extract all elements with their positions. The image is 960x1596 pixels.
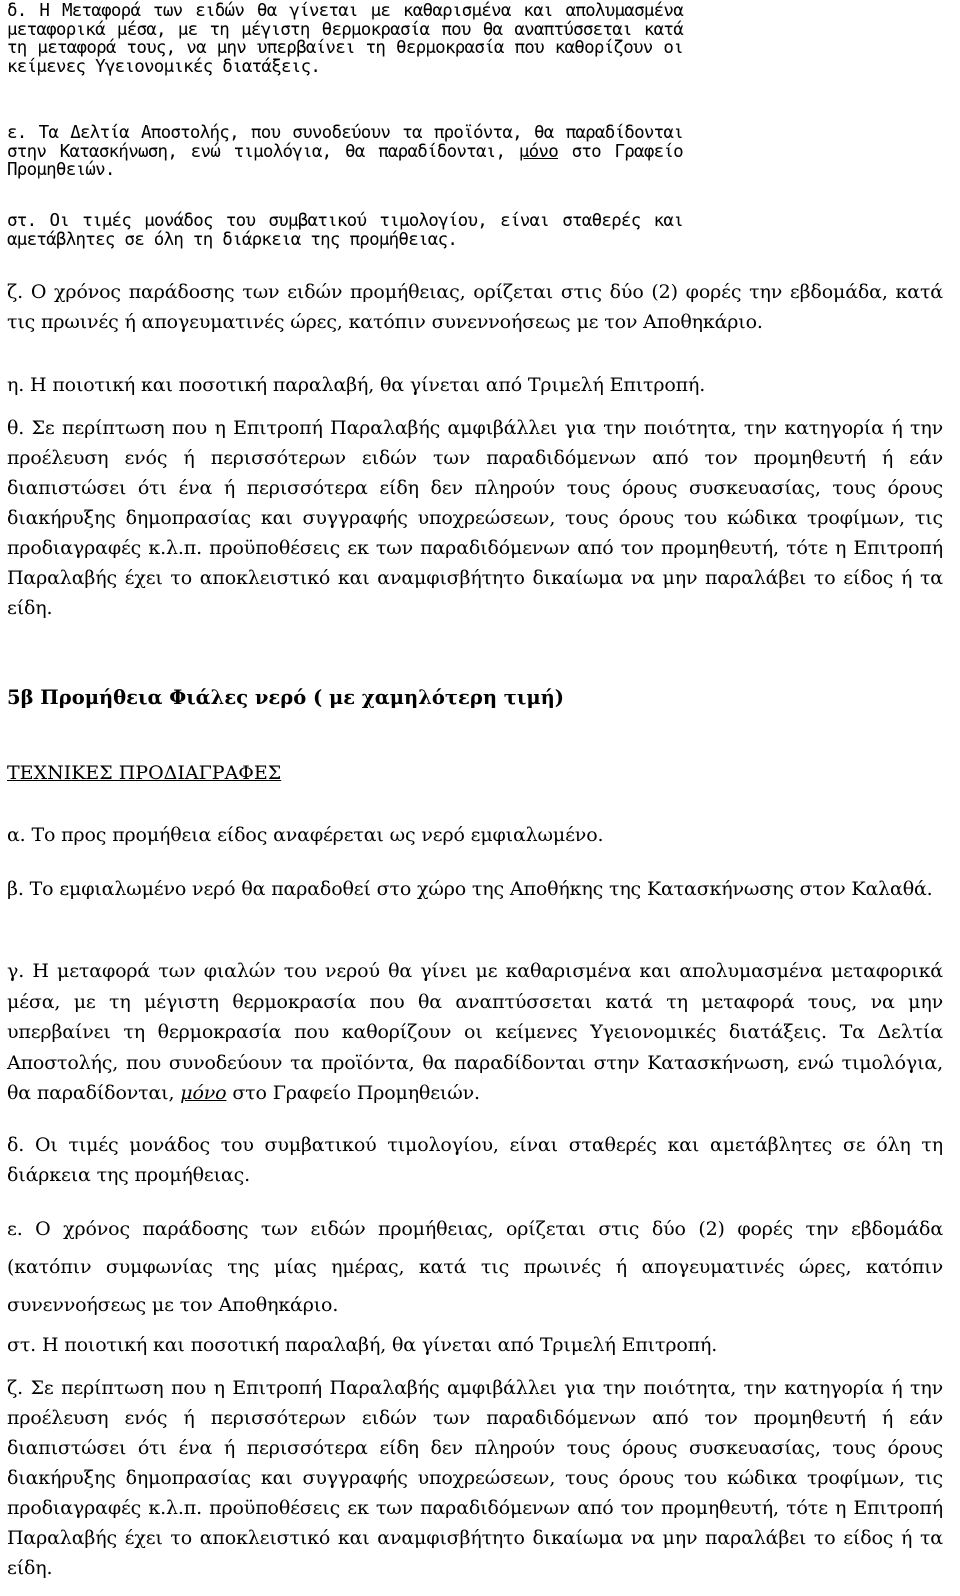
paragraph-alpha-item xyxy=(7,820,943,850)
paragraph-text: α. Το προς προμήθεια είδος αναφέρεται ως νερό εμφιαλωμένο. xyxy=(7,824,604,846)
paragraph-epsilon-delivery-time xyxy=(7,1210,943,1324)
emphasis-only: μόνο xyxy=(180,1082,227,1104)
section-heading: 5β Προμήθεια Φιάλες νερό ( με χαμηλότερη τιμή) xyxy=(7,686,565,709)
paragraph-zeta-delivery-time xyxy=(7,277,943,337)
paragraph-text: δ. Οι τιμές μονάδος του συμβατικού τιμολογίου, είναι σταθερές και αμετάβλητες σε όλη τη διάρκεια της προμήθειας. xyxy=(7,1134,943,1186)
paragraph-theta-rejection xyxy=(7,413,943,623)
paragraph-text: γ. Η μεταφορά των φιαλών του νερού θα γίνει με καθαρισμένα και απολυμασμένα μεταφορικά μέσα, με τη μέγιστη θερμοκρασία που θα αναπτύσσεται κατά τη μεταφορά τους, να μην υπερβαίνει τη θερμοκρασία που καθορίζουν οι κείμενες Υγειονομικές διατάξεις. Τα Δελτία Αποστολής, που συνοδεύουν τα προϊόντα, θα παραδίδονται στην Κατασκήνωση, ενώ τιμολόγια, θα παραδίδονται, xyxy=(7,960,943,1104)
section-subheading: ΤΕΧΝΙΚΕΣ ΠΡΟΔΙΑΓΡΑΦΕΣ xyxy=(7,762,282,784)
paragraph-epsilon-delivery-notes xyxy=(7,124,683,180)
paragraph-text: στ. Η ποιοτική και ποσοτική παραλαβή, θα γίνεται από Τριμελή Επιτροπή. xyxy=(7,1334,718,1356)
paragraph-text: η. Η ποιοτική και ποσοτική παραλαβή, θα γίνεται από Τριμελή Επιτροπή. xyxy=(7,374,706,396)
paragraph-text: δ. Η Μεταφορά των ειδών θα γίνεται με καθαρισμένα και απολυμασμένα μεταφορικά μέσα, με τη μέγιστη θερμοκρασία που θα αναπτύσσεται κατά τη μεταφορά τους, να μην υπερβαίνει τη θερμοκρασία που καθορίζουν οι κείμενες Υγειονομικές διατάξεις. xyxy=(7,1,683,77)
paragraph-text: ζ. Σε περίπτωση που η Επιτροπή Παραλαβής αμφιβάλλει για την ποιότητα, την κατηγορία ή την προέλευση ενός ή περισσότερων ειδών των παραδιδόμενων από τον προμηθευτή ή εάν διαπιστώσει ότι ένα ή περισσότερα είδη δεν πληρούν τους όρους συσκευασίας, τους όρους διακήρυξης δημοπρασίας και συγγραφής υποχρεώσεων, τους όρους του κώδικα τροφίμων, τις προδιαγραφές κ.λ.π. προϋποθέσεις εκ των παραδιδόμενων από τον προμηθευτή, τότε η Επιτροπή Παραλαβής έχει το αποκλειστικό και αναμφισβήτητο δικαίωμα να μην παραλάβει το είδος ή τα είδη. xyxy=(7,1377,943,1579)
paragraph-text: ε. Ο χρόνος παράδοσης των ειδών προμήθειας, ορίζεται στις δύο (2) φορές την εβδομάδα (κατόπιν συμφωνίας της μίας ημέρας, κατά τις πρωινές ή απογευματινές ώρες, κατόπιν συνεννοήσεως με τον Αποθηκάριο. xyxy=(7,1218,943,1316)
paragraph-text: ε. Τα Δελτία Αποστολής, που συνοδεύουν τα προϊόντα, θα παραδίδονται στην Κατασκήνωση, ενώ τιμολόγια, θα παραδίδονται, xyxy=(7,123,683,162)
paragraph-st-reception xyxy=(7,1330,943,1360)
paragraph-st-prices xyxy=(7,212,683,249)
paragraph-text: β. Το εμφιαλωμένο νερό θα παραδοθεί στο χώρο της Αποθήκης της Κατασκήνωσης στον Καλαθά. xyxy=(7,878,933,900)
paragraph-zeta-rejection xyxy=(7,1373,943,1583)
paragraph-delta-delivery xyxy=(7,2,683,76)
paragraph-text: στ. Οι τιμές μονάδος του συμβατικού τιμολογίου, είναι σταθερές και αμετάβλητες σε όλη τη διάρκεια της προμήθειας. xyxy=(7,211,683,250)
paragraph-beta-location xyxy=(7,870,943,908)
paragraph-delta-prices xyxy=(7,1130,943,1190)
paragraph-text: ζ. Ο χρόνος παράδοσης των ειδών προμήθειας, ορίζεται στις δύο (2) φορές την εβδομάδα, κατά τις πρωινές ή απογευματινές ώρες, κατόπιν συνεννοήσεως με τον Αποθηκάριο. xyxy=(7,281,943,333)
paragraph-gamma-transport xyxy=(7,956,943,1109)
paragraph-text: θ. Σε περίπτωση που η Επιτροπή Παραλαβής αμφιβάλλει για την ποιότητα, την κατηγορία ή την προέλευση ενός ή περισσότερων ειδών των παραδιδόμενων από τον προμηθευτή ή εάν διαπιστώσει ότι ένα ή περισσότερα είδη δεν πληρούν τους όρους συσκευασίας, τους όρους διακήρυξης δημοπρασίας και συγγραφής υποχρεώσεων, τους όρους του κώδικα τροφίμων, τις προδιαγραφές κ.λ.π. προϋποθέσεις εκ των παραδιδόμενων από τον προμηθευτή, τότε η Επιτροπή Παραλαβής έχει το αποκλειστικό και αναμφισβήτητο δικαίωμα να μην παραλάβει το είδος ή τα είδη. xyxy=(7,417,943,619)
emphasis-only: μόνο xyxy=(518,141,559,162)
paragraph-text: στο Γραφείο Προμηθειών. xyxy=(232,1082,480,1104)
paragraph-eta-reception xyxy=(7,370,943,400)
paragraph-text: στο Γραφείο Προμηθειών. xyxy=(7,141,683,181)
